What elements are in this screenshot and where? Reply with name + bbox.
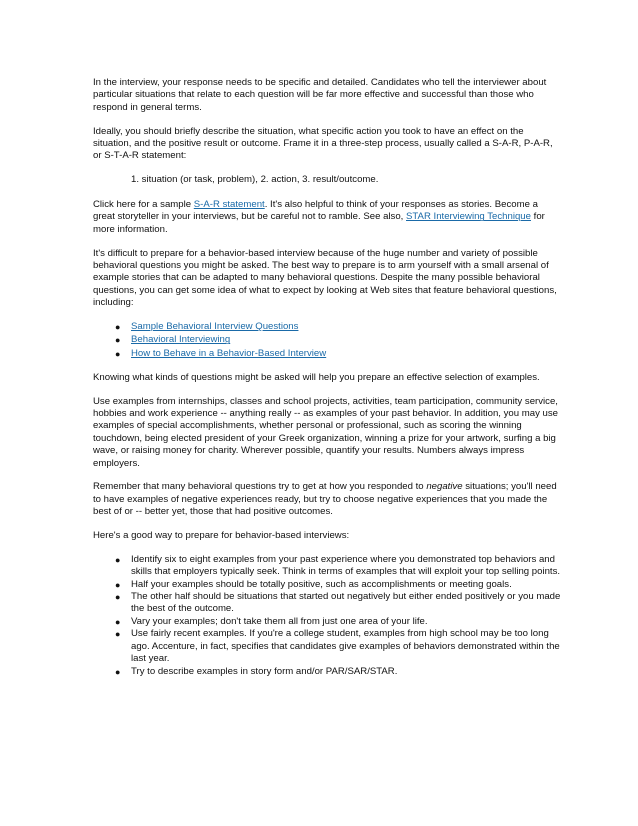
tip-text: Try to describe examples in story form and/or PAR/SAR/STAR. — [131, 665, 398, 677]
list-item — [93, 628, 561, 665]
bullet-icon: ● — [115, 592, 121, 603]
emphasis-negative: negative — [426, 481, 463, 493]
paragraph-preparation: It's difficult to prepare for a behavior-based interview because of the huge number and variety of possible behavioral questions you might be asked. The best way to prepare is to arm yourself with a small arsenal of example stories that can be adapted to many behavioral questions. Despite the many possible behavioral questions, you can get some idea of what to expect by looking at Web sites that feature behavioral questions, including: — [93, 247, 557, 309]
paragraph-good-way: Here's a good way to prepare for behavior-based interviews: — [93, 530, 350, 542]
tip-text: The other half should be situations that started out negatively but either ended positively or you made the best of the outcome. — [131, 591, 561, 615]
link-how-to-behave[interactable]: How to Behave in a Behavior-Based Interview — [131, 347, 327, 359]
tip-text: Vary your examples; don't take them all from just one area of your life. — [131, 615, 428, 627]
preparation-tips-list — [93, 554, 561, 678]
text-segment: Remember that many behavioral questions try to get at how you responded to — [93, 481, 427, 493]
list-item — [93, 348, 561, 361]
list-item — [93, 616, 561, 628]
list-item — [93, 321, 561, 334]
text-segment: . It's also helpful to think of your responses as stories. Become a great storyteller in your interviews, but be careful not to ramble. See also, — [93, 199, 538, 223]
paragraph-sample-link — [93, 199, 561, 236]
link-behavioral-interviewing[interactable]: Behavioral Interviewing — [131, 334, 231, 346]
bullet-icon: ● — [115, 335, 121, 346]
link-sample-questions[interactable]: Sample Behavioral Interview Questions — [131, 321, 299, 333]
text-segment: for more information. — [93, 211, 545, 235]
tip-text: Identify six to eight examples from your past experience where you demonstrated top behaviors and skills that employers typically seek. Think in terms of examples that will exploit your top selling points. — [131, 553, 561, 578]
bullet-icon: ● — [115, 322, 121, 333]
paragraph-knowing: Knowing what kinds of questions might be asked will help you prepare an effective selection of examples. — [93, 371, 540, 383]
paragraph-negative — [93, 481, 561, 518]
list-item — [93, 666, 561, 678]
behavioral-links-list — [93, 321, 561, 361]
bullet-icon: ● — [115, 554, 121, 565]
text-segment: Click here for a sample — [93, 199, 194, 211]
list-item — [93, 579, 561, 591]
tip-text: Use fairly recent examples. If you're a college student, examples from high school may be too long ago. Accenture, in fact, specifies that candidates give examples of behaviors demonstrated within the last year. — [131, 628, 560, 665]
bullet-icon: ● — [115, 629, 121, 640]
list-item — [93, 334, 561, 347]
paragraph-examples: Use examples from internships, classes and school projects, activities, team participation, community service, hobbies and work experience -- anything really -- as examples of your past behavior. In addition, you may use examples of special accomplishments, whether personal or professional, such as scoring the winning touchdown, being elected president of your Greek organization, winning a prize for your artwork, surfing a big wave, or raising money for charity. Wherever possible, quantify your results. Numbers always impress employers. — [93, 395, 559, 469]
star-steps: 1. situation (or task, problem), 2. action, 3. result/outcome. — [131, 174, 379, 186]
bullet-icon: ● — [115, 616, 121, 627]
sar-statement-link[interactable]: S-A-R statement — [193, 199, 265, 211]
bullet-icon: ● — [115, 348, 121, 359]
list-item — [93, 554, 561, 579]
star-technique-link[interactable]: STAR Interviewing Technique — [406, 211, 531, 223]
list-item — [93, 591, 561, 616]
text-segment: situations; you'll need to have examples of negative experiences ready, but try to choose negative experiences that you made the best of or -- better yet, those that had positive outcomes. — [93, 481, 557, 518]
paragraph-star-method: Ideally, you should briefly describe the situation, what specific action you took to have an effect on the situation, and the positive result or outcome. Frame it in a three-step process, usually called a S-A-R, P-A-R, or S-T-A-R statement: — [93, 125, 553, 162]
paragraph-intro: In the interview, your response needs to be specific and detailed. Candidates who tell the interviewer about particular situations that relate to each question will be far more effective and successful than those who respond in general terms. — [93, 77, 547, 113]
tip-text: Half your examples should be totally positive, such as accomplishments or meeting goals. — [131, 578, 512, 590]
bullet-icon: ● — [115, 579, 121, 590]
document-body — [93, 77, 561, 678]
bullet-icon: ● — [115, 666, 121, 677]
